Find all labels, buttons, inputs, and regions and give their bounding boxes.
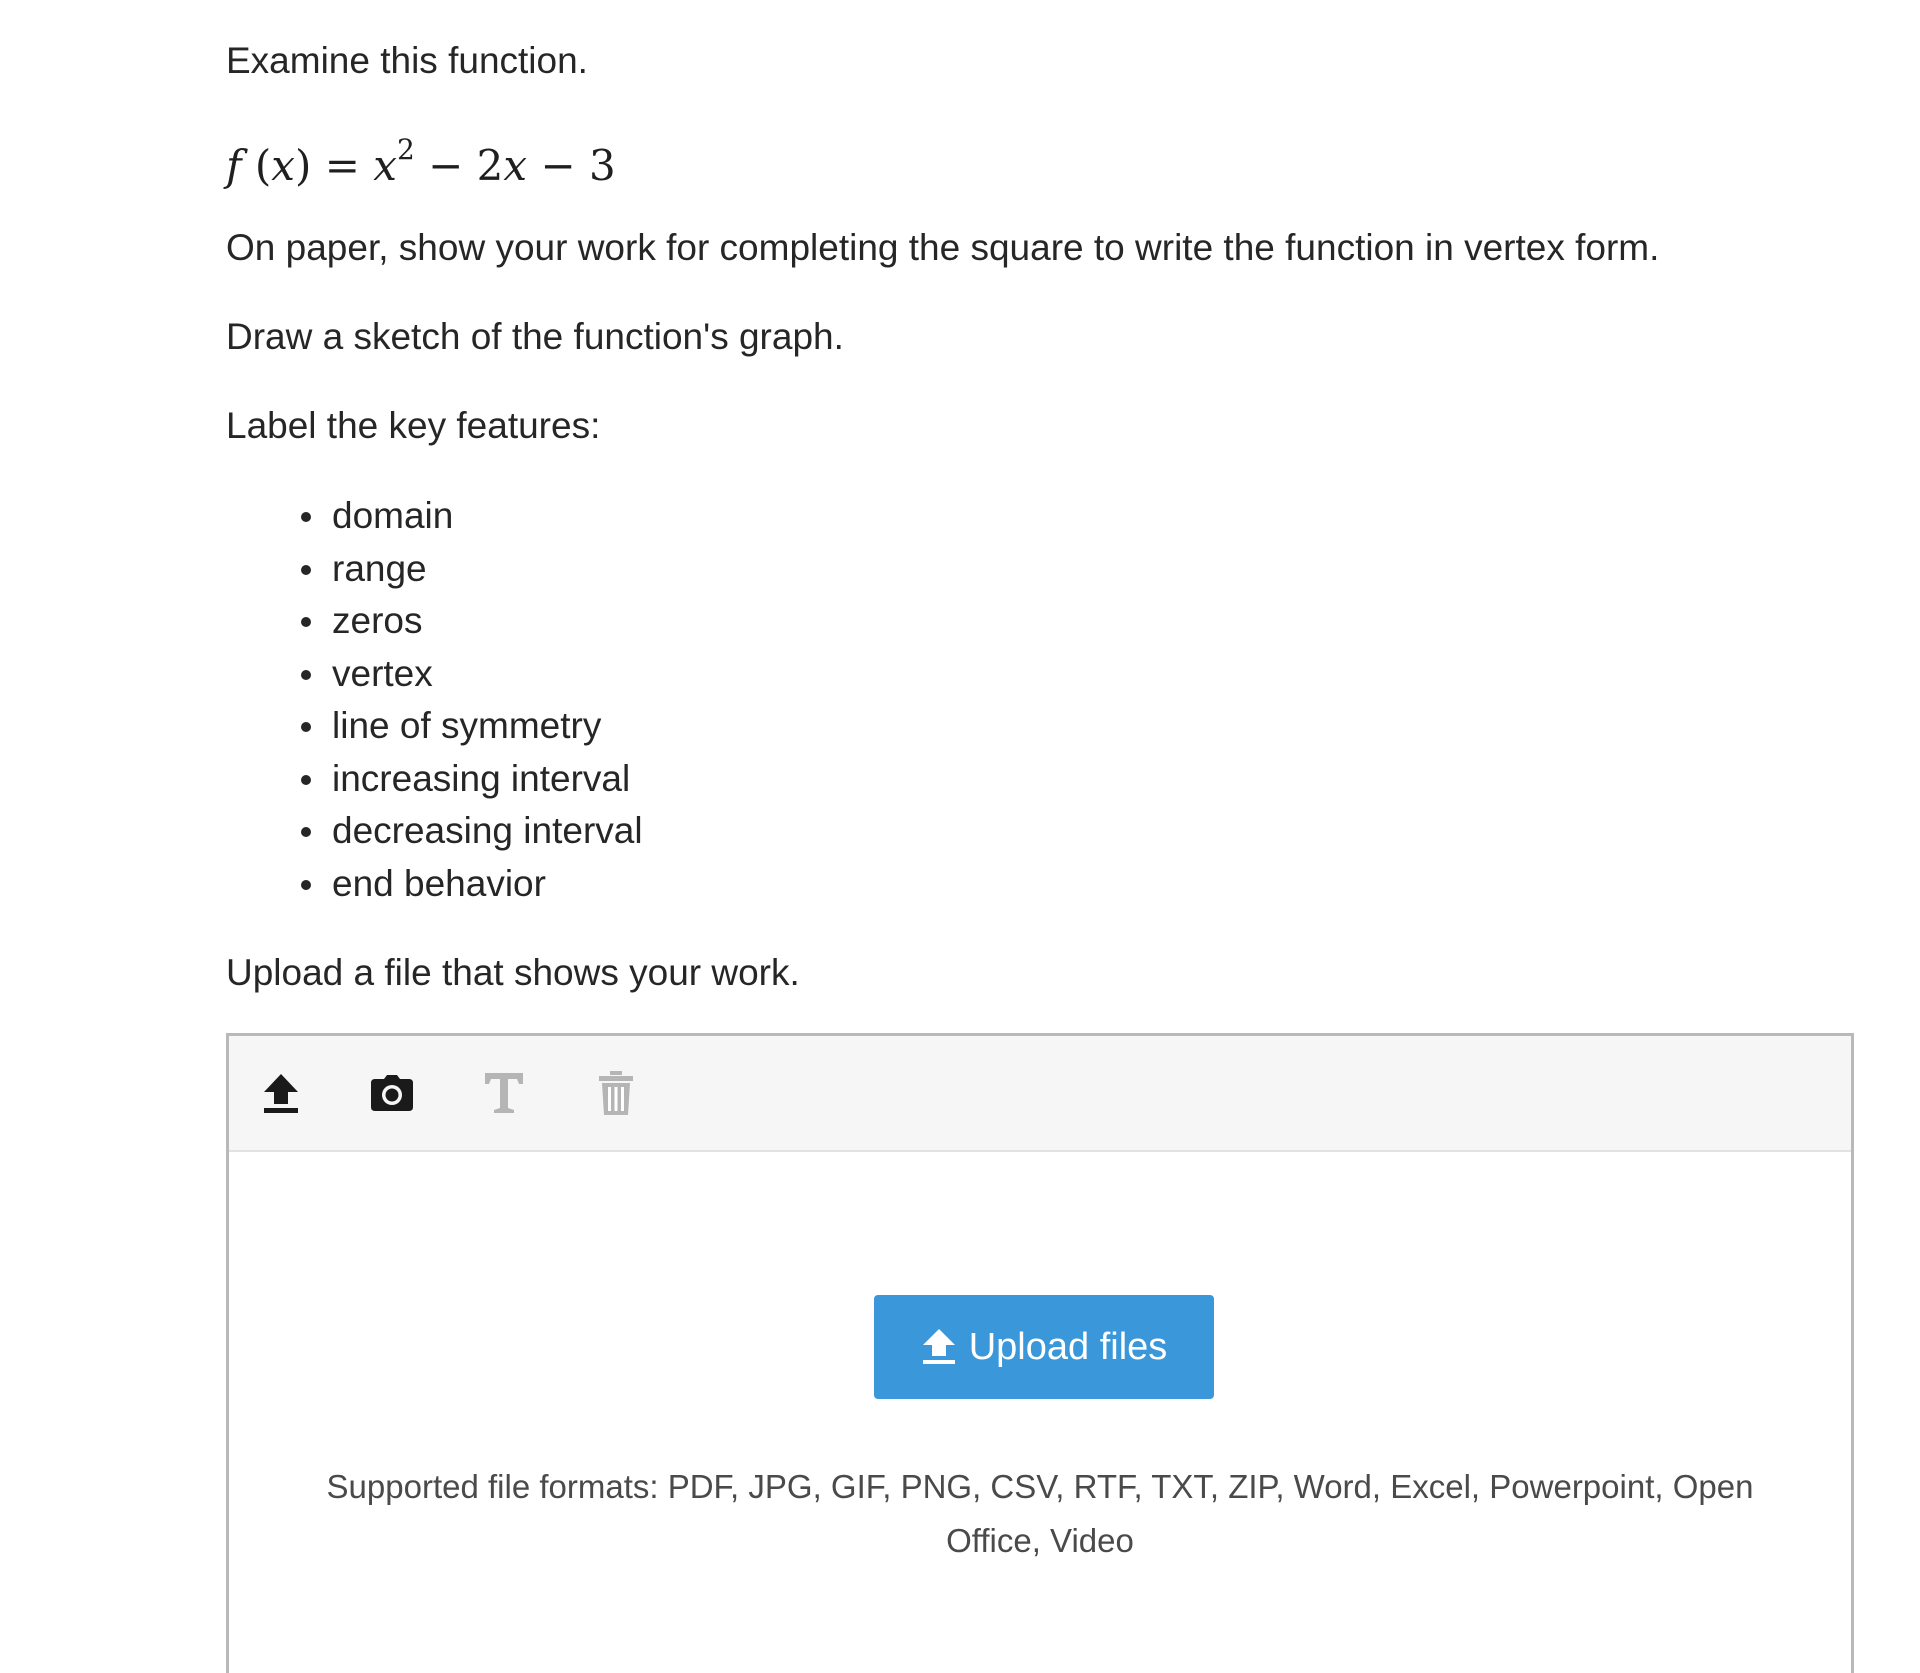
bullet-icon <box>301 617 311 627</box>
upload-files-button[interactable] <box>874 1295 1214 1399</box>
list-item <box>226 490 643 543</box>
formula-term1-variable: x <box>373 141 397 190</box>
bullet-icon <box>301 512 311 522</box>
upload-toolbar <box>229 1036 1851 1152</box>
key-features-list <box>226 490 643 910</box>
formula-middle: − 2 <box>414 141 504 190</box>
formula-tail: − 3 <box>527 141 616 190</box>
list-item <box>226 753 643 806</box>
list-item <box>226 543 643 596</box>
list-item <box>226 595 643 648</box>
text-icon[interactable] <box>474 1063 534 1123</box>
feature-label: vertex <box>332 652 433 694</box>
feature-label: line of symmetry <box>332 705 602 746</box>
formula-equals: ) = <box>294 141 374 190</box>
formula-open-paren: ( <box>241 141 272 190</box>
feature-label: domain <box>332 495 454 536</box>
features-heading: Label the key features: <box>226 405 601 446</box>
feature-label: range <box>332 547 427 589</box>
upload-button-label: Upload files <box>968 1325 1168 1368</box>
question-intro: Examine this function. <box>226 40 588 81</box>
formula-term2-variable: x <box>503 141 528 190</box>
function-formula <box>226 128 616 194</box>
bullet-icon <box>301 827 311 837</box>
formula-argument: x <box>271 141 295 190</box>
camera-icon[interactable] <box>362 1063 422 1123</box>
bullet-icon <box>301 670 311 680</box>
file-upload-panel <box>226 1033 1854 1673</box>
bullet-icon <box>301 775 311 785</box>
bullet-icon <box>301 565 311 575</box>
instruction-vertex-form: On paper, show your work for completing the square to write the function in vertex form. <box>226 227 1660 268</box>
supported-formats-text: Supported file formats: PDF, JPG, GIF, PNG, CSV, RTF, TXT, ZIP, Word, Excel, Powerpoint, Open Office, Video <box>326 1468 1754 1559</box>
bullet-icon <box>301 722 311 732</box>
list-item <box>226 648 643 701</box>
feature-label: increasing interval <box>332 757 631 799</box>
upload-arrow-icon <box>921 1327 957 1367</box>
list-item <box>226 700 643 753</box>
feature-label: decreasing interval <box>332 810 643 851</box>
list-item <box>226 805 643 858</box>
feature-label: end behavior <box>332 862 546 904</box>
upload-icon[interactable] <box>251 1063 311 1123</box>
instruction-sketch: Draw a sketch of the function's graph. <box>226 316 844 357</box>
feature-label: zeros <box>332 600 423 641</box>
formula-function-name: f <box>226 141 242 190</box>
formula-exponent: 2 <box>396 133 415 166</box>
upload-prompt: Upload a file that shows your work. <box>226 952 800 993</box>
list-item <box>226 858 643 911</box>
trash-icon[interactable] <box>586 1063 646 1123</box>
bullet-icon <box>301 880 311 890</box>
